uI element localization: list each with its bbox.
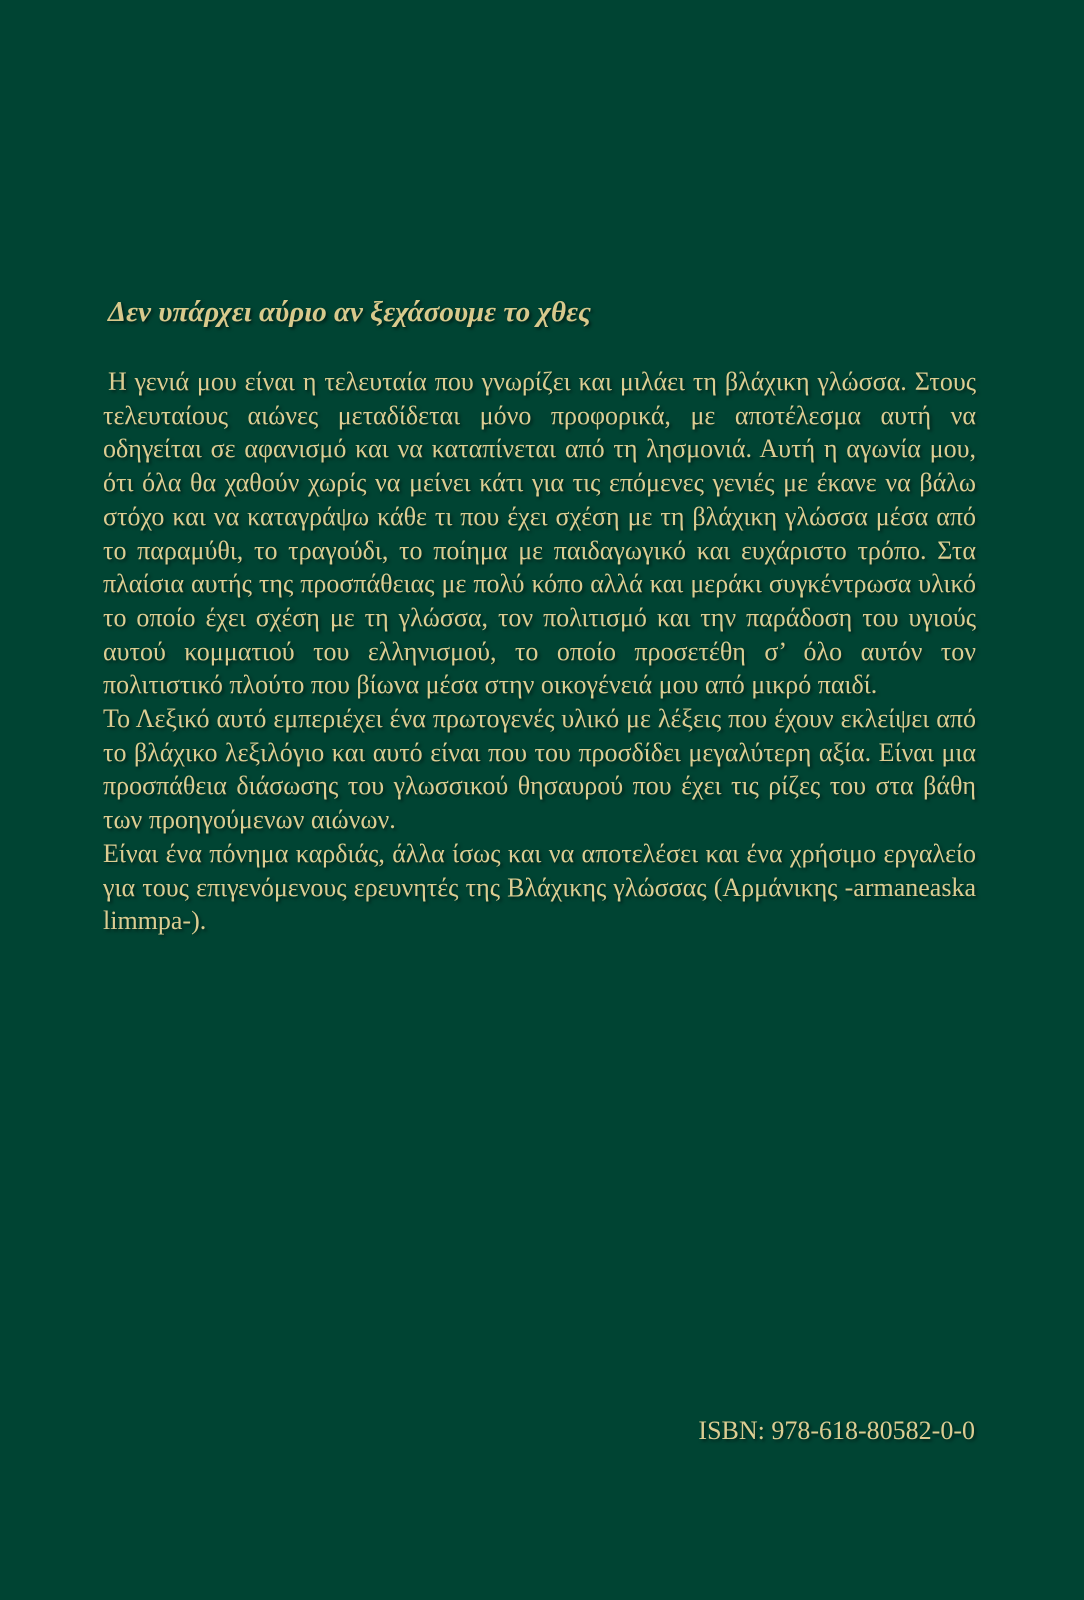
isbn-label: ISBN: 978-618-80582-0-0 — [698, 1416, 975, 1445]
description-paragraph-1: Η γενιά μου είναι η τελευταία που γνωρίζει και μιλάει τη βλάχικη γλώσσα. Στους τελευταίους αιώνες μεταδίδεται μόνο προφορικά, με αποτέλεσμα αυτή να οδηγείται σε αφανισμό και να καταπίνεται από τη λησμονιά. Αυτή η αγωνία μου, ότι όλα θα χαθούν χωρίς να μείνει κάτι για τις επόμενες γενιές με έκανε να βάλω στόχο και να καταγράψω κάθε τι που έχει σχέση με τη βλάχικη γλώσσα μέσα από το παραμύθι, το τραγούδι, το ποίημα με παιδαγωγικό και ευχάριστο τρόπο. Στα πλαίσια αυτής της προσπάθειας με πολύ κόπο αλλά και μεράκι συγκέντρωσα υλικό το οποίο έχει σχέση με τη γλώσσα, τον πολιτισμό και την παράδοση του υγιούς αυτού κομματιού του ελληνισμού, το οποίο προσετέθη σ’ όλο αυτόν τον πολιτιστικό πλούτο που βίωνα μέσα στην οικογένειά μου από μικρό παιδί. — [103, 367, 976, 700]
cover-title: Δεν υπάρχει αύριο αν ξεχάσουμε το χθες — [108, 296, 591, 328]
description-paragraph-2: Το Λεξικό αυτό εμπεριέχει ένα πρωτογενές υλικό με λέξεις που έχουν εκλείψει από το βλάχικο λεξιλόγιο και αυτό είναι που του προσδίδει μεγαλύτερη αξία. Είναι μια προσπάθεια διάσωσης του γλωσσικού θησαυρού που έχει τις ρίζες του στα βάθη των προηγούμενων αιώνων. — [103, 704, 976, 835]
cover-description — [103, 365, 976, 938]
description-paragraph-3: Είναι ένα πόνημα καρδιάς, άλλα ίσως και να αποτελέσει και ένα χρήσιμο εργαλείο για τους επιγενόμενους ερευνητές της Βλάχικης γλώσσας (Αρμάνικης -armaneaska limmpa-). — [103, 838, 976, 936]
